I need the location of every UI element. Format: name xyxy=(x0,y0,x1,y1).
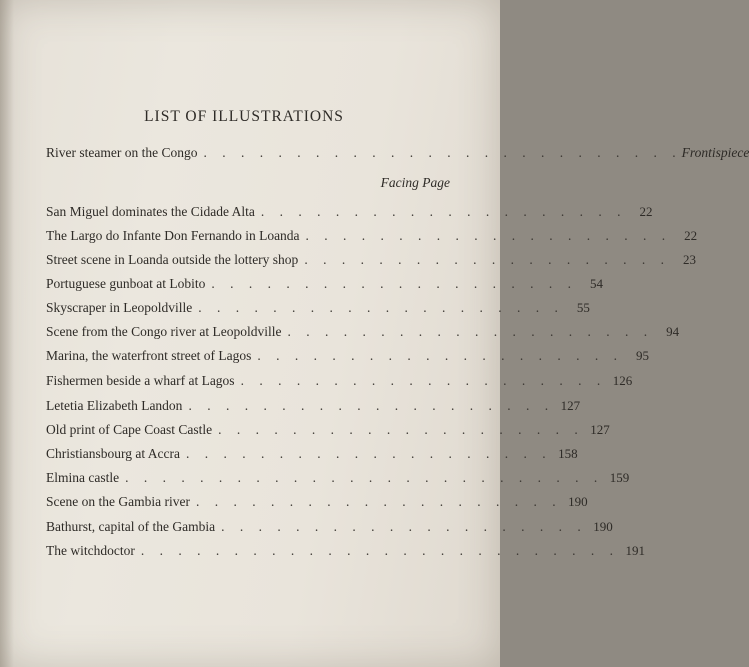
leader-dots: . . . . . . . . . . . . . . . . . . . . xyxy=(304,252,670,267)
entry-title: Old print of Cape Coast Castle xyxy=(46,422,213,437)
entry-page: 190 xyxy=(593,519,613,534)
entry-title: Fishermen beside a wharf at Lagos xyxy=(46,373,235,388)
list-item xyxy=(46,324,680,344)
entry-page: 94 xyxy=(666,324,680,339)
list-heading: LIST OF ILLUSTRATIONS xyxy=(144,108,344,125)
leader-dots: . . . . . . . . . . . . . . . . . . . . xyxy=(305,228,672,243)
entry-page: 159 xyxy=(609,470,630,485)
entry-page: 191 xyxy=(625,543,645,558)
entry-title: Elmina castle xyxy=(46,470,120,485)
facing-page-heading: Facing Page xyxy=(380,175,450,190)
list-item xyxy=(46,543,645,563)
leader-dots: . . . . . . . . . . . . . . . . . . . . xyxy=(257,348,624,363)
leader-dots: . . . . . . . . . . . . . . . . . . . . xyxy=(195,494,562,509)
entry-title: Scene on the Gambia river xyxy=(46,494,190,509)
entry-page: 158 xyxy=(558,446,578,461)
leader-dots: . . . . . . . . . . . . . . . . . . . . xyxy=(287,324,654,339)
leader-dots: . . . . . . . . . . . . . . . . . . . . xyxy=(188,398,555,413)
entry-page: 126 xyxy=(612,373,633,388)
leader-dots: . . . . . . . . . . . . . . . . . . . . xyxy=(185,446,552,461)
leader-dots: . . . . . . . . . . . . . . . . . . . . xyxy=(211,276,577,291)
list-item xyxy=(46,276,603,296)
list-item xyxy=(46,252,696,272)
list-item xyxy=(46,300,590,320)
list-item xyxy=(46,373,633,393)
frontispiece-entry xyxy=(46,145,749,165)
entry-title: San Miguel dominates the Cidade Alta xyxy=(46,204,255,219)
entry-title: Letetia Elizabeth Landon xyxy=(46,398,183,413)
entry-title: Portuguese gunboat at Lobito xyxy=(46,276,206,291)
list-item xyxy=(46,204,653,224)
list-item xyxy=(46,519,613,539)
entry-title: The witchdoctor xyxy=(46,543,135,558)
entry-title: Scene from the Congo river at Leopoldville xyxy=(46,324,282,339)
entry-title: Street scene in Loanda outside the lottery shop xyxy=(46,252,299,267)
entry-page: 54 xyxy=(589,276,603,291)
leader-dots: . . . . . . . . . . . . . . . . . . . . . . . . . . xyxy=(140,543,619,558)
entry-title: Skyscraper in Leopoldville xyxy=(46,300,193,315)
list-item xyxy=(46,398,581,418)
list-item xyxy=(46,470,630,490)
leader-dots: . . . . . . . . . . . . . . . . . . . . . . . . . . xyxy=(203,145,682,160)
list-item xyxy=(46,494,588,514)
list-item xyxy=(46,422,610,442)
entry-title: Marina, the waterfront street of Lagos xyxy=(46,348,252,363)
entry-title: Christiansbourg at Accra xyxy=(46,446,180,461)
entry-title: The Largo do Infante Don Fernando in Loanda xyxy=(46,228,300,243)
leader-dots: . . . . . . . . . . . . . . . . . . . . xyxy=(260,204,627,219)
leader-dots: . . . . . . . . . . . . . . . . . . . . xyxy=(240,373,607,388)
leader-dots: . . . . . . . . . . . . . . . . . . . . xyxy=(218,422,584,437)
entry-title: River steamer on the Congo xyxy=(46,145,198,160)
leader-dots: . . . . . . . . . . . . . . . . . . . . . . . . . . xyxy=(125,470,604,485)
list-item xyxy=(46,228,698,248)
entry-page: 55 xyxy=(576,300,590,315)
entry-page: 22 xyxy=(684,228,698,243)
entry-title: Bathurst, capital of the Gambia xyxy=(46,519,216,534)
leader-dots: . . . . . . . . . . . . . . . . . . . . xyxy=(221,519,587,534)
entry-page: 22 xyxy=(639,204,653,219)
entry-page: 23 xyxy=(682,252,696,267)
list-item xyxy=(46,348,650,368)
page-gutter-shadow xyxy=(0,0,14,667)
entry-page: 127 xyxy=(560,398,581,413)
list-item xyxy=(46,446,578,466)
entry-page: 95 xyxy=(636,348,650,363)
entry-page: 127 xyxy=(590,422,610,437)
leader-dots: . . . . . . . . . . . . . . . . . . . . xyxy=(198,300,564,315)
entry-page: Frontispiece xyxy=(681,145,749,160)
entry-page: 190 xyxy=(568,494,588,509)
